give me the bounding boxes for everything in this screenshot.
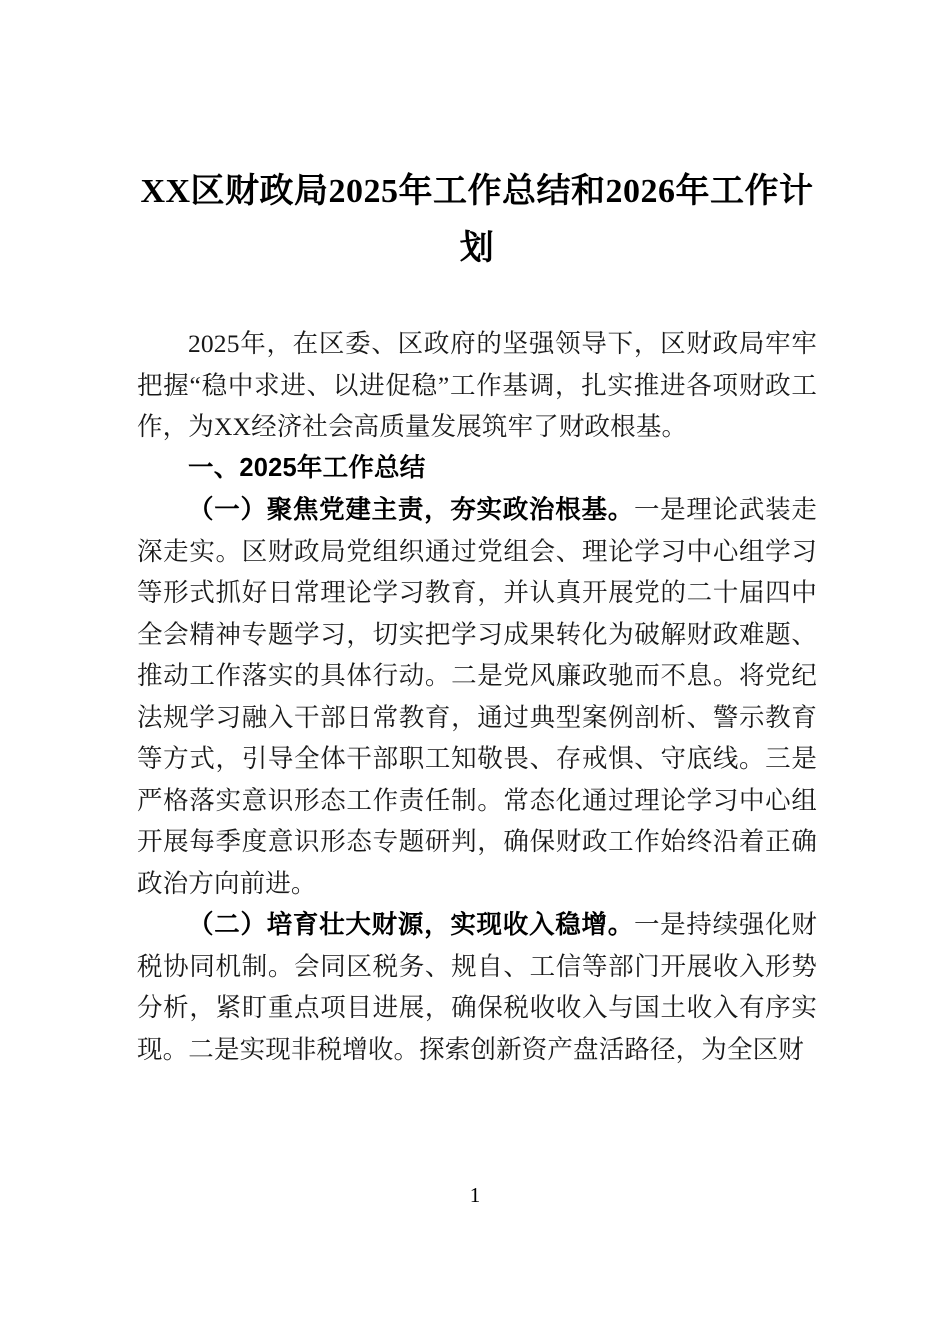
subsection-1-2-lead: （二）培育壮大财源，实现收入稳增。 bbox=[188, 910, 634, 939]
subsection-1-1-body: 一是理论武装走深走实。区财政局党组织通过党组会、理论学习中心组学习等形式抓好日常理论学习教育，并认真开展党的二十届四中全会精神专题学习，切实把学习成果转化为破解财政难题、推动工作落实的具体行动。二是党风廉政驰而不息。将党纪法规学习融入干部日常教育，通过典型案例剖析、警示教育等方式，引导全体干部职工知敬畏、存戒惧、守底线。三是严格落实意识形态工作责任制。常态化通过理论学习中心组开展每季度意识形态专题研判，确保财政工作始终沿着正确政治方向前进。 bbox=[137, 495, 817, 898]
document-content bbox=[137, 0, 817, 1070]
page-title-line-1: XX区财政局2025年工作总结和2026年工 bbox=[140, 173, 745, 210]
subsection-paragraph-1-2 bbox=[137, 904, 817, 1070]
subsection-paragraph-1-1 bbox=[137, 489, 817, 904]
subsection-1-1-lead: （一）聚焦党建主责，夯实政治根基。 bbox=[188, 495, 634, 524]
page-title-line-2: 作计划 bbox=[459, 173, 814, 267]
page-title bbox=[137, 0, 817, 277]
page-number: 1 bbox=[469, 1183, 481, 1207]
intro-paragraph: 2025年，在区委、区政府的坚强领导下，区财政局牢牢把握“稳中求进、以进促稳”工作基调，扎实推进各项财政工作，为XX经济社会高质量发展筑牢了财政根基。 bbox=[137, 329, 817, 441]
subsection-1-2-body: 一是持续强化财税协同机制。会同区税务、规自、工信等部门开展收入形势分析，紧盯重点项目进展，确保税收收入与国土收入有序实现。二是实现非税增收。探索创新资产盘活路径，为全区财 bbox=[137, 910, 817, 1064]
section-heading-1: 一、2025年工作总结 bbox=[188, 453, 426, 482]
